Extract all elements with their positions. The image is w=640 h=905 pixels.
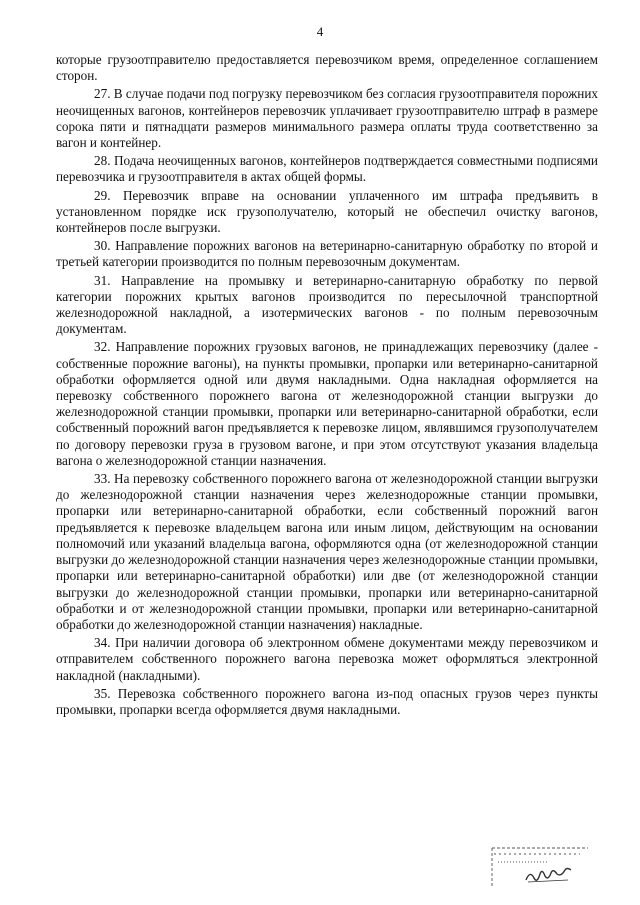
document-body (56, 52, 598, 720)
paragraph-29: 29. Перевозчик вправе на основании уплаченного им штрафа предъявить в установленном порядке иск грузополучателю, который не обеспечил очистку вагонов, контейнеров после выгрузки. (56, 187, 598, 236)
paragraph-35: 35. Перевозка собственного порожнего вагона из-под опасных грузов через пункты промывки, пропарки всегда оформляется двумя накладными. (56, 685, 598, 717)
paragraph-31: 31. Направление на промывку и ветеринарно-санитарную обработку по первой категории порожних крытых вагонов производится по пересылочной транспортной железнодорожной накладной, а изотермических вагонов - по полным перевозочным документам. (56, 272, 598, 337)
paragraph-28: 28. Подача неочищенных вагонов, контейнеров подтверждается совместными подписями перевозчика и грузоотправителя в актах общей формы. (56, 153, 598, 185)
page-number: 4 (316, 24, 324, 39)
signature-stamp-icon (488, 842, 592, 892)
paragraph-33: 33. На перевозку собственного порожнего вагона от железнодорожной станции выгрузки до железнодорожной станции назначения через железнодорожные станции промывки, пропарки или ветеринарно-санитарной обработки, если собственный порожний вагон предъявляется к перевозке владельцем вагона или иным лицом, действующим на основании полномочий или указаний владельца вагона, оформляются одна (от железнодорожной станции выгрузки до железнодорожной станции назначения через железнодорожные станции промывки, пропарки или ветеринарно-санитарной обработки) или две (от железнодорожной станции выгрузки до железнодорожной станции промывки, пропарки или ветеринарно-санитарной обработки и от железнодорожной станции промывки, пропарки или ветеринарно-санитарной обработки до железнодорожной станции назначения) накладные. (56, 471, 598, 632)
paragraph-continuation: которые грузоотправителю предоставляется перевозчиком время, определенное соглашением сторон. (56, 52, 598, 84)
paragraph-32: 32. Направление порожних грузовых вагонов, не принадлежащих перевозчику (далее - собственные порожние вагоны), на пункты промывки, пропарки или ветеринарно-санитарной обработки оформляется одной или двумя накладными. Одна накладная оформляется на перевозку собственного порожнего вагона от железнодорожной станции выгрузки до железнодорожной станции промывки, пропарки или ветеринарно-санитарной обработки, если собственный порожний вагон предъявляется к перевозке лицом, являвшимся грузополучателем по договору перевозки груза в грузовом вагоне, и при этом отсутствуют указания владельца вагона о железнодорожной станции назначения. (56, 339, 598, 468)
paragraph-27: 27. В случае подачи под погрузку перевозчиком без согласия грузоотправителя порожних неочищенных вагонов, контейнеров перевозчик уплачивает грузоотправителю штраф в размере сорока пяти и пятнадцати размеров минимального размера оплаты труда соответственно за вагон и контейнер. (56, 86, 598, 151)
paragraph-30: 30. Направление порожних вагонов на ветеринарно-санитарную обработку по второй и третьей категории производится по полным перевозочным документам. (56, 238, 598, 270)
paragraph-34: 34. При наличии договора об электронном обмене документами между перевозчиком и отправителем собственного порожнего вагона перевозка может оформляться электронной накладной (накладными). (56, 635, 598, 683)
